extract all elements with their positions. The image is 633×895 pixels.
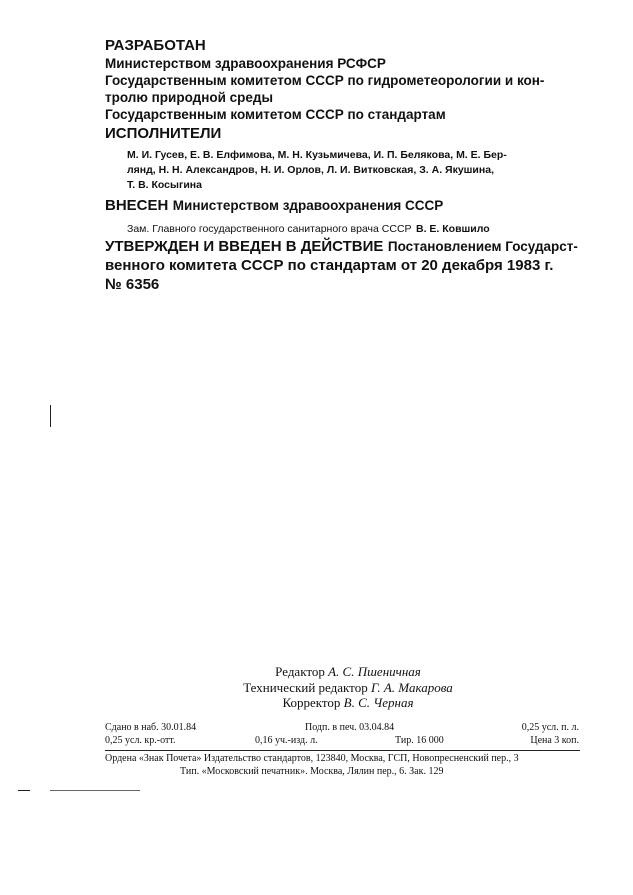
credit-corrector (198, 695, 498, 711)
approved-line (105, 238, 578, 256)
approved-heading: УТВЕРЖДЕН И ВВЕДЕН В ДЕЙСТВИЕ (105, 238, 384, 255)
developed-line: тролю природной среды (105, 90, 274, 105)
approved-text: Постановлением Государст- (387, 239, 578, 254)
imprint-sent: Сдано в наб. 30.01.84 (105, 722, 197, 733)
imprint-run: Тир. 16 000 (395, 735, 444, 746)
executors-line: М. И. Гусев, Е. В. Елфимова, М. Н. Кузьмичева, И. П. Белякова, М. Е. Бер- (127, 149, 507, 161)
imprint-printer: Тип. «Московский печатник». Москва, Лялин пер., 6. Зак. 129 (180, 766, 444, 777)
introduced-text: Министерством здравоохранения СССР (172, 198, 444, 213)
imprint-publisher: Ордена «Знак Почета» Издательство стандартов, 123840, Москва, ГСП, Новопресненский пер., 3 (105, 753, 519, 764)
credit-name: Г. А. Макарова (370, 680, 453, 695)
deputy-line (127, 219, 490, 237)
developed-heading: РАЗРАБОТАН (105, 37, 206, 54)
introduced-line (105, 197, 443, 215)
scan-mark (18, 790, 30, 791)
imprint-signed: Подп. в печ. 03.04.84 (305, 722, 395, 733)
credit-name: А. С. Пшеничная (328, 664, 421, 679)
developed-line: Министерством здравоохранения РСФСР (105, 56, 386, 71)
executors-line: лянд, Н. Н. Александров, Н. И. Орлов, Л. И. Витковская, З. А. Якушина, (127, 164, 494, 176)
approved-line: венного комитета СССР по стандартам от 20 декабря 1983 г. (105, 257, 554, 274)
scan-mark (50, 405, 51, 427)
deputy-title: Зам. Главного государственного санитарного врача СССР (127, 223, 412, 235)
introduced-heading: ВНЕСЕН (105, 197, 169, 214)
developed-line: Государственным комитетом СССР по гидрометеорологии и кон- (105, 73, 545, 88)
scan-mark (50, 790, 140, 791)
credit-role: Редактор (275, 664, 325, 679)
imprint-price: Цена 3 коп. (530, 735, 579, 746)
credit-role: Технический редактор (243, 680, 368, 695)
executors-heading: ИСПОЛНИТЕЛИ (105, 125, 222, 142)
developed-line: Государственным комитетом СССР по стандартам (105, 107, 446, 122)
credit-editor (198, 664, 498, 680)
credit-tech-editor (198, 680, 498, 696)
imprint-pub-sheets: 0,16 уч.-изд. л. (255, 735, 318, 746)
imprint-sheets: 0,25 усл. п. л. (521, 722, 579, 733)
divider (105, 750, 580, 751)
deputy-name: В. Е. Ковшило (416, 223, 490, 235)
credit-name: В. С. Черная (343, 695, 414, 710)
credit-role: Корректор (282, 695, 341, 710)
imprint-prints: 0,25 усл. кр.-отт. (105, 735, 176, 746)
executors-line: Т. В. Косыгина (127, 179, 202, 191)
approved-line: № 6356 (105, 276, 160, 293)
